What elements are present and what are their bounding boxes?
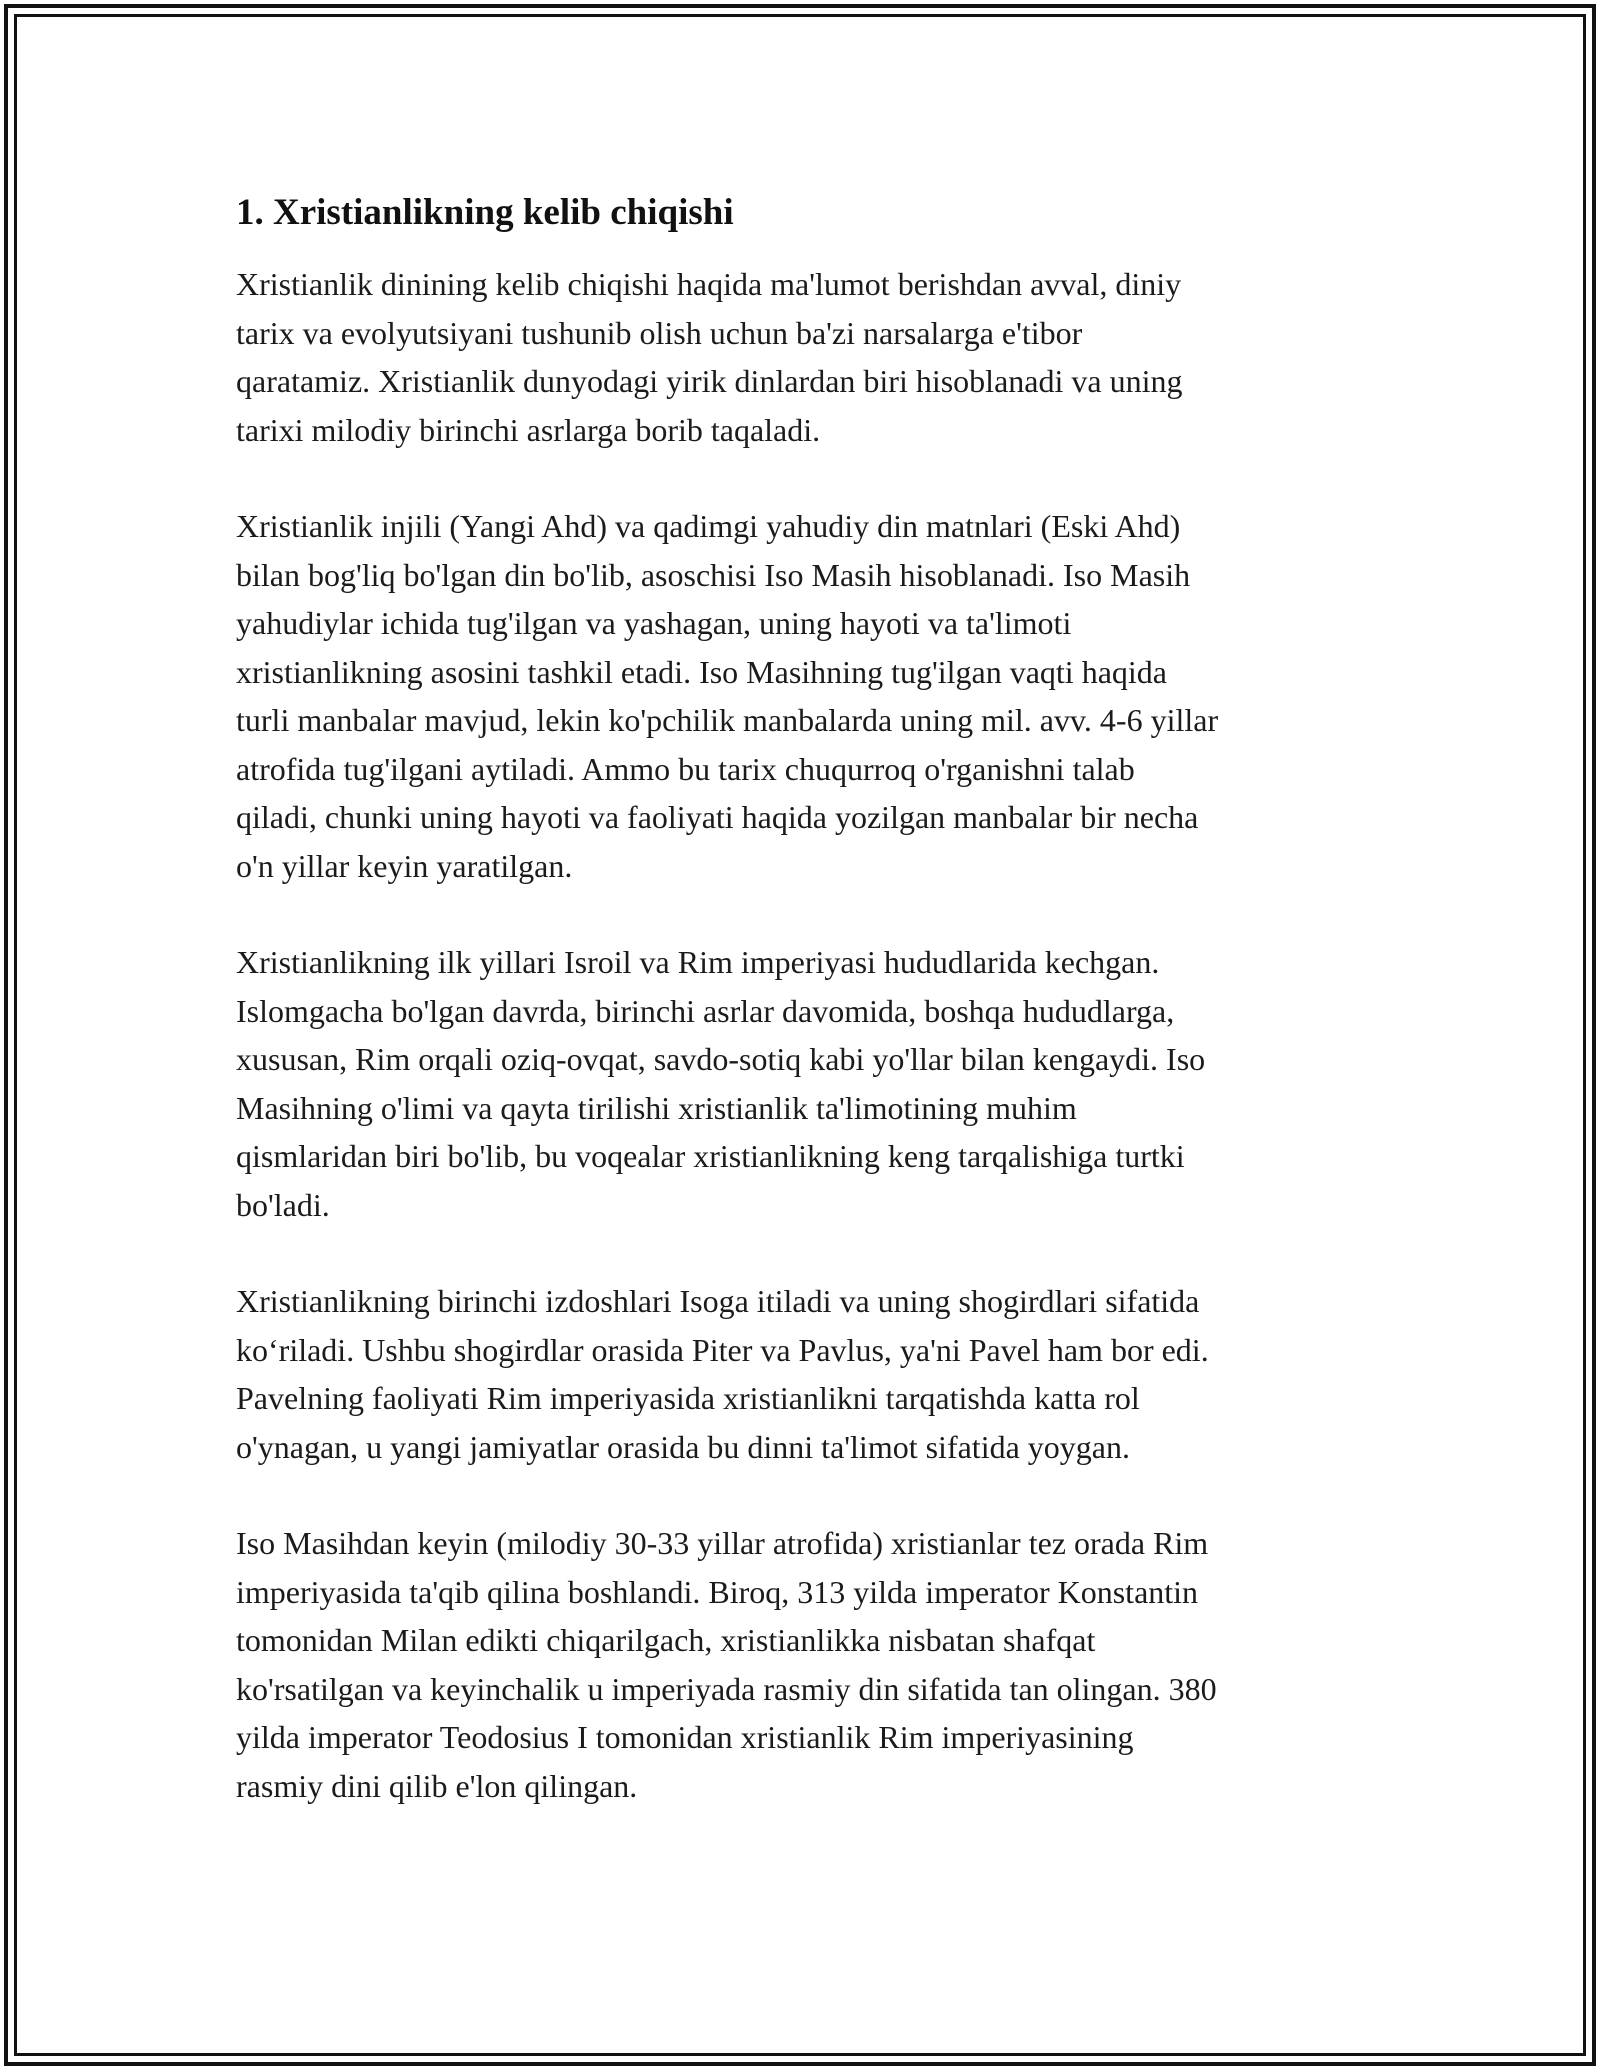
paragraph-1: Xristianlik dinining kelib chiqishi haqida ma'lumot berishdan avval, diniy tarix va evolyutsiyani tushunib olish uchun ba'zi narsalarga e'tibor qaratamiz. Xristianlik dunyodagi yirik dinlardan biri hisoblanadi va uning tarixi milodiy birinchi asrlarga borib taqaladi.	[236, 266, 1183, 448]
paragraph-3: Xristianlikning ilk yillari Isroil va Rim imperiyasi hududlarida kechgan. Islomgacha bo'lgan davrda, birinchi asrlar davomida, boshqa hududlarga, xususan, Rim orqali oziq-ovqat, savdo-sotiq kabi yo'llar bilan kengaydi. Iso Masihning o'limi va qayta tirilishi xristianlik ta'limotining muhim qismlaridan biri bo'lib, bu voqealar xristianlikning keng tarqalishiga turtki bo'ladi.	[236, 944, 1206, 1223]
paragraph-4: Xristianlikning birinchi izdoshlari Isoga itiladi va uning shogirdlari sifatida ko‘riladi. Ushbu shogirdlar orasida Piter va Pavlus, ya'ni Pavel ham bor edi. Pavelning faoliyati Rim imperiyasida xristianlikni tarqatishda katta rol o'ynagan, u yangi jamiyatlar orasida bu dinni ta'limot sifatida yoygan.	[236, 1283, 1209, 1465]
document-page	[236, 188, 1368, 1858]
paragraph-5: Iso Masihdan keyin (milodiy 30-33 yillar atrofida) xristianlar tez orada Rim imperiyasida ta'qib qilina boshlandi. Biroq, 313 yilda imperator Konstantin tomonidan Milan edikti chiqarilgach, xristianlikka nisbatan shafqat ko'rsatilgan va keyinchalik u imperiyada rasmiy din sifatida tan olingan. 380 yilda imperator Teodosius I tomonidan xristianlik Rim imperiyasining rasmiy dini qilib e'lon qilingan.	[236, 1525, 1217, 1804]
paragraph-2: Xristianlik injili (Yangi Ahd) va qadimgi yahudiy din matnlari (Eski Ahd) bilan bog'liq bo'lgan din bo'lib, asoschisi Iso Masih hisoblanadi. Iso Masih yahudiylar ichida tug'ilgan va yashagan, uning hayoti va ta'limoti xristianlikning asosini tashkil etadi. Iso Masihning tug'ilgan vaqti haqida turli manbalar mavjud, lekin ko'pchilik manbalarda uning mil. avv. 4-6 yillar atrofida tug'ilgani aytiladi. Ammo bu tarix chuqurroq o'rganishni talab qiladi, chunki uning hayoti va faoliyati haqida yozilgan manbalar bir necha o'n yillar keyin yaratilgan.	[236, 508, 1219, 884]
section-heading: 1. Xristianlikning kelib chiqishi	[236, 192, 734, 233]
